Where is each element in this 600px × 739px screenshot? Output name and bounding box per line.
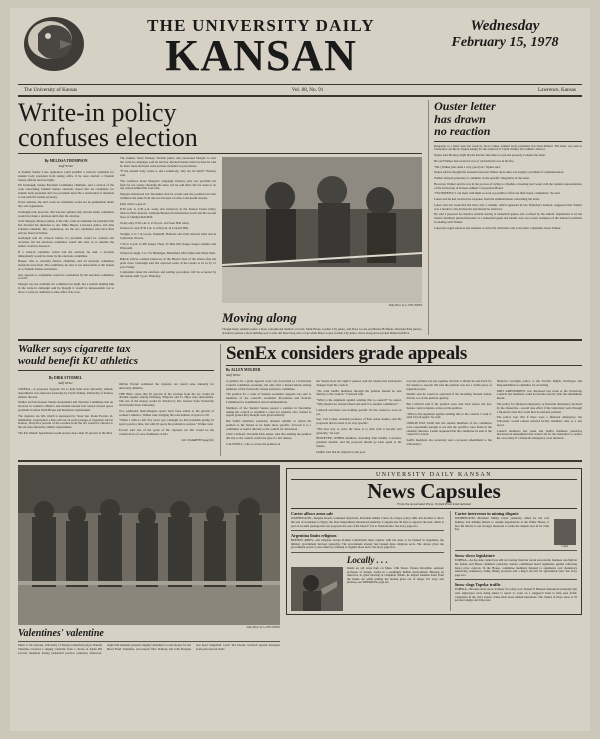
lead-byline-title: Staff Writer bbox=[58, 164, 74, 168]
lead-column-1 bbox=[18, 157, 114, 335]
capsule-headline: Snow slows legislature bbox=[454, 553, 495, 559]
masthead-center bbox=[96, 14, 426, 78]
lead-byline: By MELISSA THOMPSON bbox=[44, 159, 88, 163]
capsule-item bbox=[291, 533, 444, 550]
valentines-credit: Daily Photo by G. WES JONES bbox=[246, 626, 280, 630]
news-capsules bbox=[286, 465, 582, 655]
folio-line bbox=[18, 85, 582, 97]
walker-story bbox=[18, 344, 214, 456]
masthead bbox=[18, 14, 582, 85]
moving-along-headline: Moving along bbox=[222, 310, 297, 325]
locally-body: Inside an old stone barn on Mass. 13th Street, Vernon Kivelyhn, assistant professor of design, works in a seemingly hellish environment. Burying an instructor in glass blowing at Chapman Studio, he helped students learn from the inside out while pulling the molten glass out of shape. For story and pictures, see WEEKDAY, page six. bbox=[347, 566, 444, 585]
senex-column-4: financial oversight policy to the Faculty Rights, Privileges and Responsibilities Committee for recording. SMIT AMENDMENT was discussed last week at the University Council, but members could not decide exactly what the amendment meant. The policy for financial emergency or financial emergency declared by the chancellor—would take effect if the University went through a financial crisis that could hurt its national position. The policy says that if there were a financial emergency, the University would release tenured faculty members only as a last resort. Council members last week and SenEx members yesterday discussed an amendment that would call for the chancellor to reduce his own salary if a financial emergency were declared. bbox=[496, 379, 582, 441]
senex-column-2: the Senate floor the night it passed, said the Senate had anticipated changes from the council. "We want SenEx members through the petition should be sent directly to the council," Caldwell said. "What is the argument against sending this to council?" he asked. "Why should we obstruct them and send it to another committee?" Caldwell said there was nothing specific for the council to vote on yet. Sen. Carl Cohan, assistant professor of East Asian studies, said the proposals did not need to be very specific. "The best way to solve the issue is to deal with it broadly and generally," he said. HOWEVER, OTHER members, including Sam Danfirt, Lawrence graduate student, said the proposal should go back again to the Senate. Danfirt said that he objected to the poor bbox=[316, 379, 402, 454]
capsules-column-left bbox=[291, 511, 444, 611]
senex-column-1: A petition for a grade appeals court was forwarded to a University Council committee yesterday, but only after a heated debate among members of the University Senate executive committee. The petition for a court of Student Academic Appeals was sent to members of the council's Academic Procedures and Policies Committee for examination and recommendation. Members of the Student Senate passed a petition in December asking the council to establish a court for students who wanted to appeal grades they thought were given unfairly. But SenEx members yesterday debated whether to return the petition to the Senate to be made more specific, forward it to a committee or send it directly to the council for discussion. Chris Caldwell, Overland Park senior, said that sending the petition directly to the council would not give it a fair chance. CALDWELL, who co-wrote the petition on bbox=[226, 379, 312, 446]
ouster-headline-line3: no reaction bbox=[434, 124, 491, 138]
masthead-title: KANSAN bbox=[165, 31, 357, 80]
valentines-story bbox=[18, 465, 280, 655]
moving-along-photo-block bbox=[222, 157, 422, 335]
folio-right: Lawrence, Kansas bbox=[537, 87, 576, 93]
carter-mugshot-caption: Carter bbox=[561, 545, 569, 549]
walker-byline: By DIRK STURMEL bbox=[48, 376, 83, 381]
ouster-story bbox=[428, 100, 582, 335]
capsule-item bbox=[455, 582, 577, 602]
walker-headline-line1: Walker says cigarette tax bbox=[18, 343, 131, 356]
walker-jumpline: See CIGARETTE page five bbox=[181, 438, 214, 443]
capsule-body: WASHINGTON—President Jimmy Carter yesterday called for the coal industry and striking miners to resume negotiations at the White House or face his threats to use stronger measures to settle the dispute now in its 72nd day. bbox=[454, 516, 549, 532]
newspaper-sheet bbox=[10, 8, 590, 731]
ouster-headline-line1: Ouster letter bbox=[434, 99, 496, 113]
valentines-photo bbox=[18, 465, 280, 625]
walker-byline-title: Staff Writer bbox=[58, 381, 73, 386]
locally-headline: Locally . . . bbox=[346, 555, 388, 565]
moving-along-caption: Though many students prefer a more conventional method of travel, Mark Bruns, Garden City junior, and Dave Goode and Bernie Hoffman, Overland Park juniors, decided to pursue a more thrilling way to ride. All three hang onto a rope while Bruce Loper, Garden City junior, drove along snow-packed Memorial Drive. bbox=[222, 327, 423, 335]
capsules-kicker: UNIVERSITY DAILY KANSAN bbox=[291, 472, 577, 480]
valentines-caption: Much to his surprise, University of Kansas basketball player Darnell Valentine received a singing valentine from a chorus of Alpha Phi sorority members during basketball practice yesterday afternoon. Alpha Phi annually presents singing valentines to raise money for the Heart Fund. Valentine, and players Mac Stallcup and John Douglas and head basketball coach Ted Owens received special messages from personal fan clubs. bbox=[18, 643, 280, 655]
moving-along-photo bbox=[222, 157, 422, 303]
lead-story bbox=[18, 100, 422, 335]
walker-column-1: By DIRK STURMEL Staff Writer TOPEKA—A proposed cigarette tax to help fund state university athletic departments was endorsed yesterday by Clyde Walker, University of Kansas athletic director. Walker told the Kansas Senate Assessment and Taxation Committee that an increase in women's athletics and student interest had caused serious space problems in Allen Field House and Robinson Gymnasium. The cigarette tax bill, which is sponsored by State Sen. Donn Everett, R-Manhattan, would place a five-cent tax on each package of cigarettes sold in Kansas. Sixty-five percent of the revenue from the tax would be allotted to the six state university athletic departments. The KU athletic department would receive more than 35 percent of the $6.4 bbox=[18, 376, 113, 435]
capsule-body: WASHINGTON—Despite Israel's continued objections, President Jimmy Carter, in a major policy shift, has decided to allow the sale of warplanes to Egypt, the State Department announced yesterday. Congress has 30 days to approve the sale, which is part of an arms package that also proposes the sale of the latest F-15s to Saudi Arabia. See story page two. bbox=[291, 516, 444, 528]
capsules-subtitle: From the Associated Press, United Press International bbox=[291, 502, 577, 509]
lead-col1-text: A Student Senate Code regulation could prohibit a write-in candidate for student body president from taking office if he were elected, a Student Senate official said last night. Jill Grubaugh, Senate Elections Committee chairman, said a section of the code concerning Student Senate elections stated that all candidates for student body president and vice president must file a declaration of intention to run with the Senate secretary. In her opinion, she said, write-in candidates would not be permissible under the code regulations. Grubaugh said, however, that was her opinion only and the entire committee would not make a decision until after the election. Scott Morgan, Monroe junior, is the only write-in candidate for president that has declared his intention to run. Mike Harper, Lawrence junior, and Jane Calanni, Glendale, Mo., sophomore, are the two candidates who have filed and are listed on ballots. Grubaugh said all write-in ballots for president would be counted and recorded, but the elections committee would rule later as to whether the ballots would be honored. If a write-in candidate would win the election, he said, a decision immediately would be made by the elections committee. Harper, who is currently finance chairman, and all elections committee decisions were final. The committee, he said, is not answerable to the Senate or to Student Senate executives. Any appeals or complaints would be considered by the elections committee as well. Morgan was not available for comment last night, but a student helping him in the write-in campaign said he thought it would be unreasonable not to allow a write-in candidate to take office if he won. bbox=[18, 170, 114, 294]
lead-column-2 bbox=[120, 157, 216, 335]
bottom-area bbox=[18, 465, 582, 655]
ouster-text: Response to a letter sent last week by Steve Lakes, student body president, has been limited. The letter was sent to Chancellor Archie R. Dykes asking for the removal of Clyde Walker, KU athletic director. Dykes said Monday night that he had not had time to read and properly evaluate the letter. He said Walker had received a lot of criticism but was in his file. "Mr. (Walker) has done a very good job," Dykes said. Dykes said he thought the situation between Walker and Lakes was largely a problem of communication. Walker refused yesterday to comment on the specific allegations of the letter. However, Walker said he was in the process of trying to schedule a meeting next week with the student representatives of the University of Kansas Athletic Corporation Board. "I'M HOPEFUL I can meet with them as soon as possible to find out their major complaints," he said. Lakes said he had received no response from the administration concerning the letter. Lakes said last week that the letter and a column, which appeared in last Thursday's Kansan, suggested that Walker was a burden to the University and should be removed. He said a proposal for massive student seating at basketball games and a refusal by the athletic department to let the Senate distribute printed literature at a basketball game last month were two recent examples of the Senate's problems in dealing with Walker. Lakes has urged senators and students to write the chancellor and voice their complaints about Walker. bbox=[434, 143, 582, 230]
capsule-body: TOPEKA—As the state capital was still recovering from the recent snowstorm, business was light in the Senate and House chambers yesterday. Senate committees heard arguments against removing liquor price controls. In the House, committee members listened to arguments over mandatory sentencing ordinances, utility billing practices and a major tax bill for agricultural land. See story page two. bbox=[454, 558, 577, 577]
locally-photo bbox=[291, 567, 343, 611]
middle-area bbox=[18, 344, 582, 456]
capsule-headline: Argentina limits religions bbox=[291, 533, 337, 539]
capsule-headline: Snow clogs Topeka traffic bbox=[454, 582, 501, 588]
walker-column-2: million Everett estimated the cigarette tax would raise annually for university athletics. THE BILL states that 65 percent of the revenue from the tax would be divided equally among Pittsburg, Emporia and Ft. Hays state universities. The rest of the money would be divided by KU, Kansas State University and Wichita State University. Two additional intercollegiate sports have been added to the growth of women's athletics, Walker said, bringing the total number of sports to 20. "When I came to KU five years ago I thought we had problems giving 10 sports practice time, but with 20 sports the problem is serious," Walker said. Everett said one of the goals of his cigarette tax bill would be the construction of a new fieldhouse at KU. See CIGARETTE page five bbox=[119, 382, 214, 443]
ouster-headline-line2: has drawn bbox=[434, 111, 486, 126]
carter-mugshot bbox=[554, 519, 576, 545]
capsule-item bbox=[291, 511, 444, 528]
jayhawk-logo-icon bbox=[20, 14, 92, 76]
folio-left: The University of Kansas bbox=[24, 87, 78, 93]
senex-byline: By ALLEN MOLDER bbox=[226, 368, 261, 373]
capsule-body: TOPEKA—Because more snow is likely for today, Gov. Robert F. Bennett announced yesterday that state employees were being asked to report to work on a staggered basis to help ease traffic congestion in the city's streets. Some slick areas remain hazardous. The chance of more snow is 70 percent tonight and tomorrow. bbox=[454, 587, 577, 603]
senex-story bbox=[220, 344, 582, 456]
masthead-date: February 15, 1978 bbox=[451, 35, 559, 50]
capsule-body: BUENOS AIRES—All religions except Roman Catholicism must register with the state or be banned in Argentina, the military government decreed yesterday. The government already has banned three religious sects. The decree gives the government power to ban others by refusing to register those sects. See story page five. bbox=[291, 538, 444, 550]
capsules-column-right bbox=[450, 511, 577, 611]
walker-headline-line2: would benefit KU athletics bbox=[18, 354, 139, 367]
masthead-kicker: THE UNIVERSITY DAILY bbox=[147, 16, 375, 35]
capsules-title: News Capsules bbox=[367, 479, 501, 504]
capsule-headline: Carter allows arms sale bbox=[291, 511, 334, 517]
senex-column-3: way the petition was put together and that it should be sent back for the Senate to rework. He said the petition was not a viable piece of legislation now. Danfirt said he would be surprised if the incoming Student Senate did not act on the petition quickly. But Caldwell said if the petition were sent back before the new Senate could complete action on the petition. "What is the argument against sending this to the council, I want to send it back again," he said. LERKIN HAS SAID that the student members of the committee were responsible enough to see that the specifics were made in the students' interests. Lerkin requested that the committee be sent to the council for action. SenEx members also yesterday sent a proposal amendment to the University's bbox=[406, 379, 492, 446]
valentines-headline: Valentines' valentine bbox=[18, 628, 104, 640]
lead-headline-line2: confuses election bbox=[18, 123, 198, 152]
senex-byline-title: Staff Writer bbox=[226, 373, 241, 378]
masthead-dateblock bbox=[430, 18, 580, 51]
masthead-weekday: Wednesday bbox=[470, 18, 540, 34]
capsule-item bbox=[455, 553, 577, 577]
top-area bbox=[18, 100, 582, 335]
moving-along-credit: Daily Photo by G. WES JONES bbox=[388, 304, 423, 307]
senex-headline: SenEx considers grade appeals bbox=[226, 343, 467, 365]
capsule-headline: Carter intervenes in mining dispute bbox=[454, 511, 519, 517]
folio-center: Vol. 88, No. 91 bbox=[291, 87, 324, 93]
lead-col2-text: The student, Steve Paulsey, Wichita junior who persuaded Morgan to start the write-in campaign, said he had not checked Senate rules because he said he knew there had been write-in lines included on past ballots. "If the student body wants to elect somebody, why not let them?" Paulsey said. The confusion about Morgan's campaign, Paulsey said, was probably his fault for not clearly checking the rules, but he said there did not seem to be any reason behind the code rule. Morgan announced last November that he would seek the position but later withdrew his name from the race because of school and health reasons. Polls will be open at: 8:30 a.m. to 4:30 p.m. today and tomorrow in the Kansas Union lobby, Wescoe Hall cafeteria, Jayhawk Boulevard information booth and the second floor of Summerfield Hall. Today only, 8:30 a.m. to 4:30 p.m., in Fraser Hall lobby. Tomorrow only, 8:30 a.m. to 4:30 p.m. in Learned Hall. Tonight, 4 to 7 in Lewis, Naismith, Ballards and GSP cafeteria halls and in Jayhawker Towers. 7:30 to 9 p.m. in Phi Kappa Theta, Pi Beta Phi, Kappa Kappa Gamma and Ellsworth. Tomorrow night, 5 to 7 in Hashinger, Battenfeld, McCollum and Oliver halls. Ballots will be counted tomorrow in the Hawk's Nest of the Union after the polls close. Grubaugh said she expected some of the results to be in by 11 p.m. Friday. Complaints about the elections and polling procedures will be accepted by the Senate until 5 p.m. Thursday. bbox=[120, 156, 216, 279]
lead-headline-line1: Write-in policy bbox=[18, 98, 177, 127]
capsule-item bbox=[455, 511, 577, 548]
